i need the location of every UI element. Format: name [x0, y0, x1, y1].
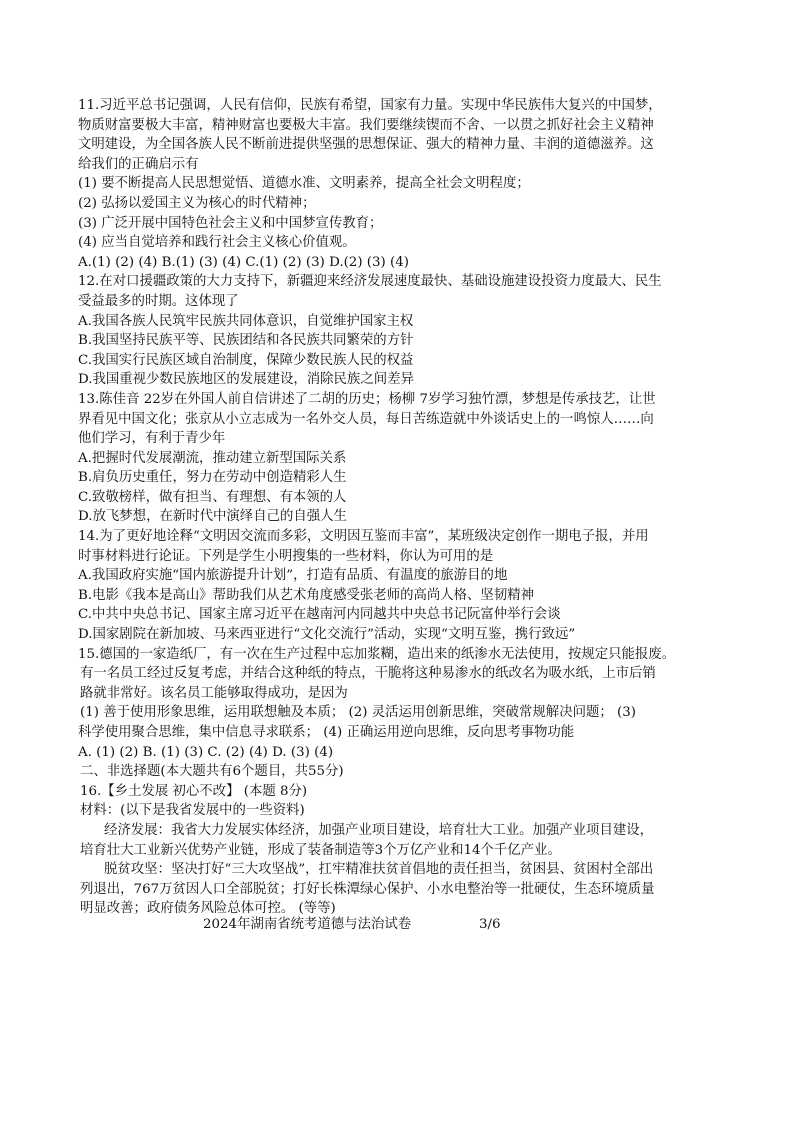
text-line: 13.陈佳音 22岁在外国人前自信讲述了二胡的历史；杨柳 7岁学习独竹漂，梦想是传承技艺，让世 — [78, 391, 656, 407]
text-line: C.中共中央总书记、国家主席习近平在越南河内同越共中央总书记阮富仲举行会谈 — [78, 607, 561, 623]
text-line: 材料：(以下是我省发展中的一些资料) — [80, 803, 305, 819]
text-line: 时事材料进行论证。下列是学生小明搜集的一些材料，你认为可用的是 — [78, 548, 494, 564]
text-line: 路就非常好。该名员工能够取得成功，是因为 — [80, 685, 348, 701]
text-line: B.电影《我本是高山》帮助我们从艺术角度感受张老师的高尚人格、坚韧精神 — [78, 587, 534, 603]
text-line: 给我们的正确启示有 — [78, 156, 199, 172]
text-line: 二、非选择题(本大题共有6个题目，共55分) — [80, 764, 344, 780]
text-line: (2) 弘扬以爱国主义为核心的时代精神； — [78, 195, 316, 211]
text-line: (4) 应当自觉培养和践行社会主义核心价值观。 — [78, 235, 356, 251]
text-line: 11.习近平总书记强调，人民有信仰，民族有希望，国家有力量。实现中华民族伟大复兴的中国梦， — [78, 98, 662, 113]
footer-title: 2024年湖南省统考道德与法治试卷 — [203, 917, 412, 932]
page-number: 3/6 — [479, 917, 501, 932]
text-line: A.(1) (2) (4) B.(1) (3) (4) C.(1) (2) (3) D.(2) (3) (4) — [78, 254, 409, 270]
text-line: 培育壮大工业新兴优势产业链，形成了装备制造等3个万亿产业和14个千亿产业。 — [80, 842, 561, 858]
text-line: D.放飞梦想，在新时代中演绎自己的自强人生 — [78, 509, 347, 525]
text-line: (1) 要不断提高人民思想觉悟、道德水准、文明素养，提高全社会文明程度； — [78, 176, 530, 192]
text-line: 14.为了更好地诠释“文明因交流而多彩，文明因互鉴而丰富”，某班级决定创作一期电子报，并用 — [78, 529, 649, 545]
text-line: D.我国重视少数民族地区的发展建设，消除民族之间差异 — [78, 372, 414, 388]
text-line: (3) 广泛开展中国特色社会主义和中国梦宣传教育； — [78, 215, 383, 231]
text-line: C.我国实行民族区域自治制度，保障少数民族人民的权益 — [78, 352, 414, 368]
text-line: 物质财富要极大丰富，精神财富也要极大丰富。我们要继续锲而不舍、一以贯之抓好社会主义精神 — [78, 117, 654, 133]
text-line: 有一名员工经过反复考虑，并结合这种纸的特点，干脆将这种易渗水的纸改名为吸水纸，上市后销 — [80, 666, 656, 682]
text-line: 12.在对口援疆政策的大力支持下，新疆迎来经济发展速度最快、基础设施建设投资力度最大、民生 — [78, 274, 662, 290]
question-body — [78, 96, 724, 919]
text-line: 15.德国的一家造纸厂，有一次在生产过程中忘加浆糊，造出来的纸渗水无法使用，按规定只能报废。 — [78, 646, 676, 662]
text-line: 经济发展：我省大力发展实体经济，加强产业项目建设，培育壮大工业。加强产业项目建设， — [104, 822, 654, 838]
text-line: 列退出，767万贫因人口全部脱贫；打好长株潭绿心保护、小水电整治等一批硬仗，生态环境质量 — [80, 881, 655, 897]
text-line: B.我国坚持民族平等、民族团结和各民族共同繁荣的方针 — [78, 333, 414, 349]
text-line: 文明建设，为全国各族人民不断前进提供坚强的思想保证、强大的精神力量、丰润的道德滋养。这 — [78, 137, 654, 153]
text-line: 界看见中国文化；张京从小立志成为一名外交人员，每日苦练造就中外谈话史上的一鸣惊人……向 — [78, 411, 654, 427]
text-line: 他们学习，有利于青少年 — [78, 431, 226, 447]
text-line: A. (1) (2) B. (1) (3) C. (2) (4) D. (3) (4) — [78, 744, 334, 760]
text-line: 科学使用聚合思维，集中信息寻求联系； (4) 正确运用逆向思维，反向思考事物功能 — [78, 725, 575, 740]
text-line: C.致敬榜样，做有担当、有理想、有本领的人 — [78, 489, 347, 505]
text-line: (1) 善于使用形象思维，运用联想触及本质； (2) 灵活运用创新思维，突破常规解决问题； (3) — [80, 705, 636, 721]
text-line: D.国家剧院在新加坡、马来西亚进行“文化交流行”活动，实现“文明互鉴，携行致远” — [78, 627, 576, 643]
text-line: B.肩负历史重任，努力在劳动中创造精彩人生 — [78, 470, 347, 486]
text-line: A.我国政府实施“国内旅游提升计划”，打造有品质、有温度的旅游目的地 — [78, 568, 508, 584]
text-line: 受益最多的时期。这体现了 — [78, 293, 239, 309]
text-line: A.把握时代发展潮流，推动建立新型国际关系 — [78, 450, 347, 466]
text-line: A.我国各族人民筑牢民族共同体意识，自觉维护国家主权 — [78, 313, 414, 329]
text-line: 明显改善；政府债务风险总体可控。 (等等) — [80, 901, 336, 917]
text-line: 脱贫攻坚：坚决打好“三大攻坚战”，扛牢精准扶贫首倡地的责任担当，贫困县、贫困村全部出 — [104, 862, 654, 878]
text-line: 16.【乡土发展 初心不改】 (本题 8分) — [80, 783, 308, 799]
